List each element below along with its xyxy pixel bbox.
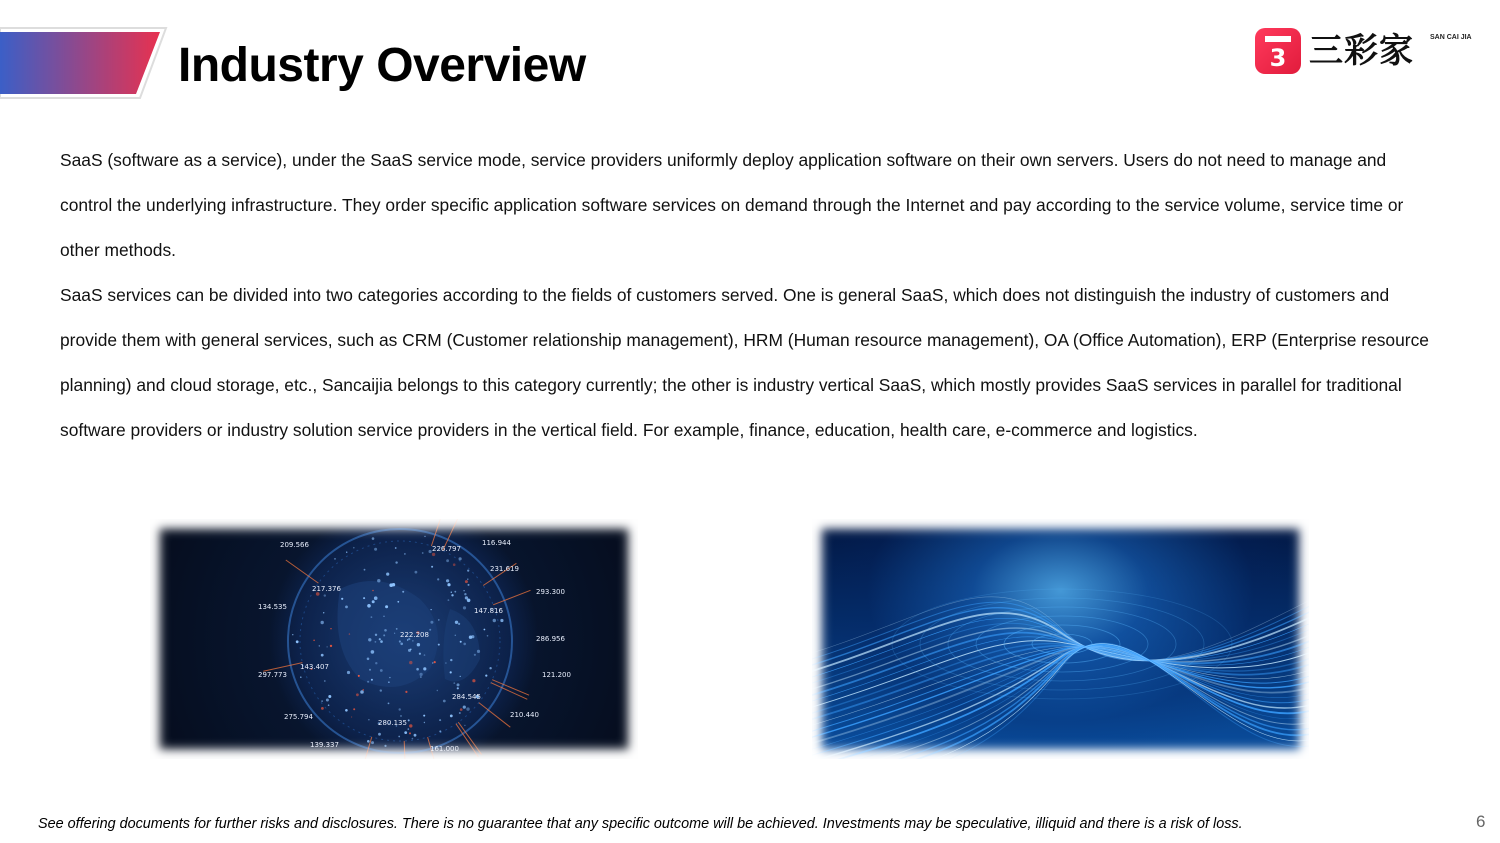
globe-label: 293.300	[536, 588, 565, 596]
logo-name: 三彩家	[1309, 32, 1414, 70]
globe-label: 139.337	[310, 741, 339, 749]
globe-label: 209.566	[280, 541, 309, 549]
globe-label: 116.944	[482, 539, 511, 547]
risk-disclaimer: See offering documents for further risks and disclosures. There is no guarantee that any specific outcome will be achieved. Investments may be speculative, illiquid and there is a risk of loss.	[38, 816, 1243, 832]
logo-mark-glyph: 3	[1269, 44, 1287, 72]
page-number: 6	[1476, 812, 1486, 831]
company-logo	[1255, 28, 1472, 76]
globe-label: 226.797	[432, 545, 461, 553]
globe-label: 161.000	[430, 745, 459, 753]
globe-label: 143.407	[300, 663, 329, 671]
paragraph-saas-categories: SaaS services can be divided into two categories according to the fields of customers served. One is general SaaS, which does not distinguish the industry of customers and provide them with general services, such as CRM (Customer relationship management), HRM (Human resource management), OA (Office Automation), ERP (Enterprise resource planning) and cloud storage, etc., Sancaijia belongs to this category currently; the other is industry vertical SaaS, which mostly provides SaaS services in parallel for traditional software providers or industry solution service providers in the vertical field. For example, finance, education, health care, e-commerce and logistics.	[60, 285, 1429, 440]
globe-label: 121.200	[542, 671, 571, 679]
globe-label: 297.773	[258, 671, 287, 679]
globe-label: 231.619	[490, 565, 519, 573]
globe-label: 222.208	[400, 631, 429, 639]
globe-label: 280.135	[378, 719, 407, 727]
globe-label: 217.376	[312, 585, 341, 593]
logo-mark-icon	[1255, 28, 1301, 74]
globe-label: 286.956	[536, 635, 565, 643]
globe-label: 275.794	[284, 713, 313, 721]
overview-text	[60, 138, 1432, 453]
globe-label: 284.545	[452, 693, 481, 701]
globe-label: 134.535	[258, 603, 287, 611]
globe-network-image	[150, 519, 638, 759]
page-title: Industry Overview	[178, 39, 586, 92]
logo-subtitle: SAN CAI JIA	[1430, 34, 1472, 41]
paragraph-saas-definition: SaaS (software as a service), under the SaaS service mode, service providers uniformly deploy application software on their own servers. Users do not need to manage and control the underlying infrastructure. They order specific application software services on demand through the Internet and pay according to the service volume, service time or other methods.	[60, 150, 1404, 260]
globe-label: 147.816	[474, 607, 503, 615]
data-swirl-image	[812, 519, 1309, 759]
header-banner	[0, 26, 172, 102]
globe-label: 210.440	[510, 711, 539, 719]
